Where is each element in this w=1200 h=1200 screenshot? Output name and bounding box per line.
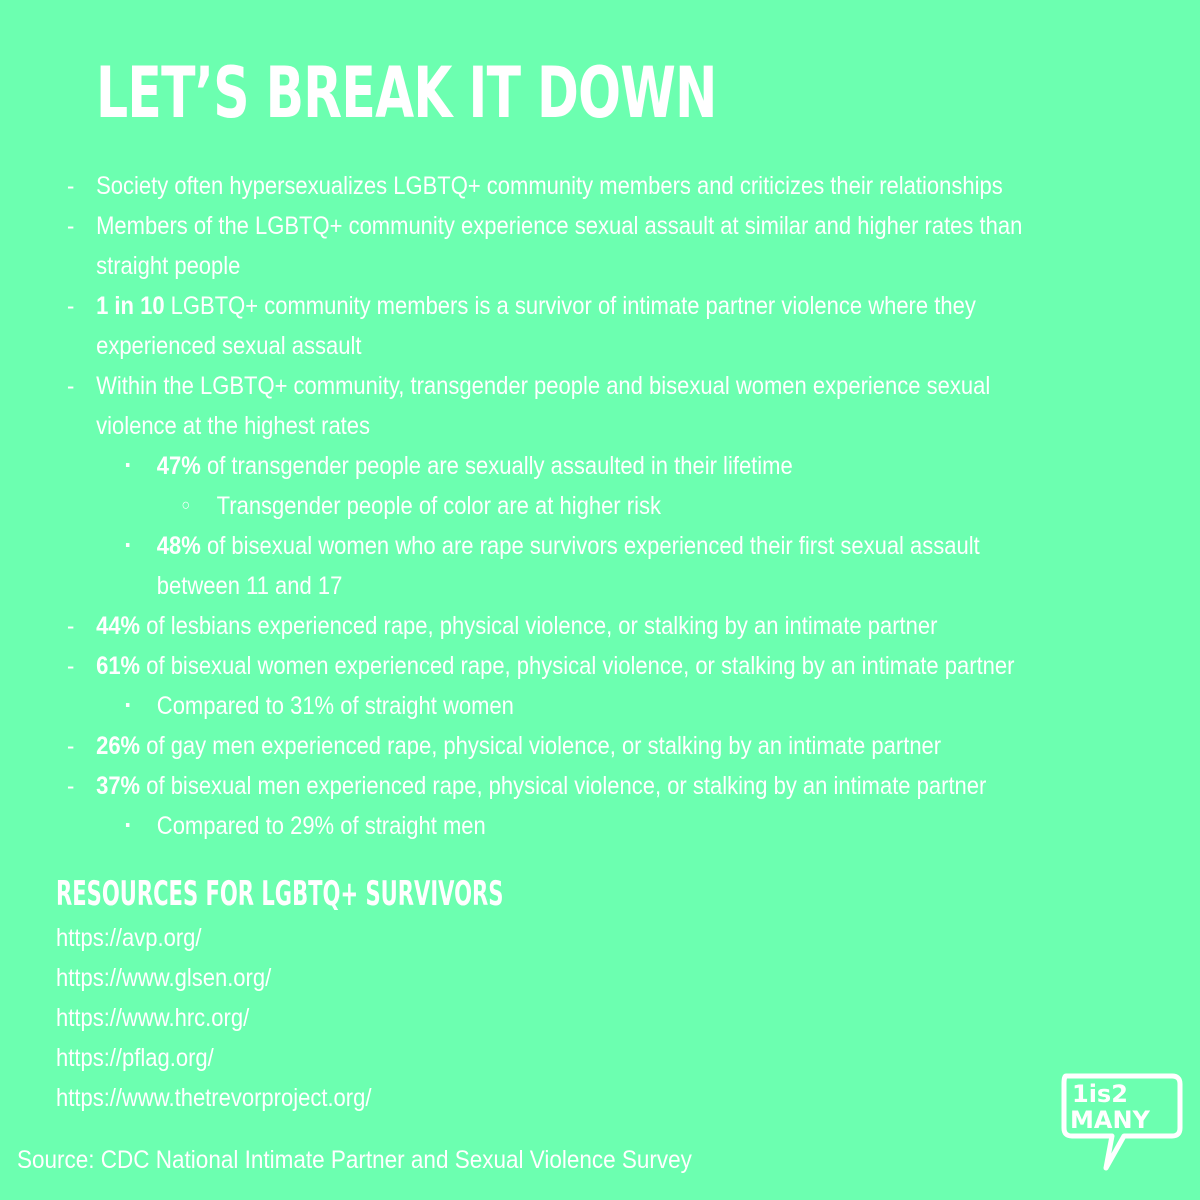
fact-list: [60, 166, 1160, 846]
list-item: [60, 606, 1117, 646]
list-item: [60, 726, 1117, 766]
stat-highlight: 61%: [96, 652, 141, 680]
list-item-text: [157, 526, 1178, 566]
sub-sub-list-item: [60, 486, 1200, 526]
stat-highlight: 26%: [96, 732, 141, 760]
stat-text: of gay men experienced rape, physical violence, or stalking by an intimate partner: [140, 732, 942, 760]
bullet-marker: -: [67, 612, 75, 640]
list-item-text: [96, 606, 1117, 646]
resources-heading: RESOURCES FOR LGBTQ+ SURVIVORS: [56, 874, 504, 914]
resource-link[interactable]: https://www.glsen.org/: [56, 964, 272, 992]
stat-text: of bisexual men experienced rape, physical violence, or stalking by an intimate partner: [140, 772, 987, 800]
circle-bullet-icon: ○: [181, 497, 190, 514]
bullet-marker: -: [67, 292, 75, 320]
bullet-marker: -: [67, 772, 75, 800]
list-item-text: [157, 446, 1178, 486]
stat-text: of transgender people are sexually assaulted in their lifetime: [200, 452, 793, 480]
stat-text: of bisexual women experienced rape, physical violence, or stalking by an intimate partner: [140, 652, 1015, 680]
list-item-text-cont: experienced sexual assault: [96, 332, 362, 360]
bullet-marker: -: [67, 732, 75, 760]
list-item-text: Compared to 31% of straight women: [156, 692, 514, 720]
stat-highlight: 44%: [96, 612, 141, 640]
list-item: [60, 646, 1117, 686]
stat-highlight: 37%: [96, 772, 141, 800]
logo-text-bottom: MANY: [1070, 1106, 1150, 1134]
resource-link[interactable]: https://avp.org/: [56, 924, 202, 952]
square-bullet-icon: ▪: [125, 537, 131, 554]
list-item-text: [96, 766, 1117, 806]
bullet-marker: -: [67, 212, 75, 240]
source-credit: Source: CDC National Intimate Partner and Sexual Violence Survey: [17, 1146, 692, 1174]
stat-text: LGBTQ+ community members is a survivor of intimate partner violence where they: [164, 292, 976, 320]
list-item-text: [96, 646, 1117, 686]
resource-link[interactable]: https://pflag.org/: [56, 1044, 214, 1072]
stat-highlight: 47%: [156, 452, 201, 480]
sub-list-item: [60, 686, 1178, 726]
bullet-marker: -: [67, 172, 75, 200]
1is2many-logo: [1060, 1072, 1185, 1174]
resource-links: [56, 918, 414, 1118]
list-item: [60, 166, 1117, 206]
list-item-text: Compared to 29% of straight men: [156, 812, 486, 840]
list-item: [60, 206, 1117, 286]
list-item: [60, 366, 1117, 446]
square-bullet-icon: ▪: [125, 817, 131, 834]
logo-text-top: 1is2: [1072, 1080, 1128, 1108]
list-item-text: [96, 726, 1117, 766]
stat-text: of bisexual women who are rape survivors experienced their first sexual assault: [200, 532, 980, 560]
sub-list-item: [60, 446, 1178, 486]
list-item-text: Transgender people of color are at higher risk: [216, 492, 661, 520]
list-item-text: Members of the LGBTQ+ community experience sexual assault at similar and higher rates than: [96, 212, 1023, 240]
bullet-marker: -: [67, 372, 75, 400]
resource-link[interactable]: https://www.hrc.org/: [56, 1004, 250, 1032]
stat-text: of lesbians experienced rape, physical violence, or stalking by an intimate partner: [140, 612, 938, 640]
bullet-marker: -: [67, 652, 75, 680]
sub-list-item: [60, 806, 1178, 846]
stat-highlight: 48%: [156, 532, 201, 560]
square-bullet-icon: ▪: [125, 457, 131, 474]
list-item-text-cont: violence at the highest rates: [96, 412, 371, 440]
list-item-text: [96, 286, 1117, 326]
page-title: LET’S BREAK IT DOWN: [96, 52, 717, 134]
list-item: [60, 766, 1117, 806]
list-item: [60, 286, 1117, 366]
resource-link[interactable]: https://www.thetrevorproject.org/: [56, 1084, 372, 1112]
sub-list-item: [60, 526, 1178, 606]
list-item-text-cont: straight people: [96, 252, 241, 280]
list-item-text-cont: between 11 and 17: [156, 572, 343, 600]
square-bullet-icon: ▪: [125, 697, 131, 714]
list-item-text: Society often hypersexualizes LGBTQ+ community members and criticizes their relationships: [96, 172, 1003, 200]
list-item-text: Within the LGBTQ+ community, transgender people and bisexual women experience sexual: [96, 372, 991, 400]
stat-highlight: 1 in 10: [96, 292, 165, 320]
